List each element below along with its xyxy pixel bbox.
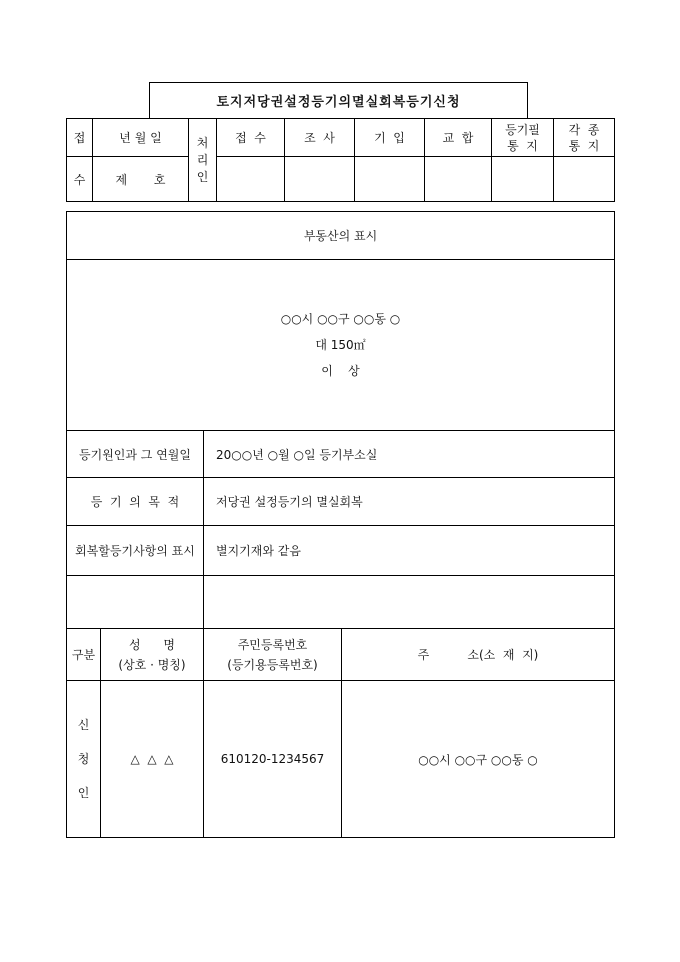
name-header: 성 명 (상호 · 명칭) (101, 629, 204, 681)
cell-various-notice[interactable] (554, 157, 615, 202)
col-collation: 교 합 (425, 119, 492, 157)
purpose-value: 저당권 설정등기의 멸실회복 (204, 478, 615, 526)
receipt-jeop-label: 접 (67, 119, 93, 157)
purpose-label: 등 기 의 목 적 (67, 478, 204, 526)
property-area: 대 150㎡ (315, 338, 366, 352)
property-address: ○○시 ○○구 ○○동 ○ (280, 312, 401, 326)
receipt-number-label: 제 호 (93, 157, 189, 202)
col-various-notice: 각 종 통 지 (554, 119, 615, 157)
receipt-table (66, 118, 615, 202)
address-header: 주 소(소 재 지) (342, 629, 615, 681)
property-header: 부동산의 표시 (67, 212, 615, 260)
cause-date-value: 20○○년 ○월 ○일 등기부소실 (204, 431, 615, 478)
applicant-name: △ △ △ (101, 681, 204, 838)
col-registration-notice: 등기필 통 지 (492, 119, 554, 157)
restore-items-label: 회복할등기사항의 표시 (67, 526, 204, 576)
col-reception: 접 수 (217, 119, 285, 157)
receipt-su-label: 수 (67, 157, 93, 202)
id-header: 주민등록번호 (등기용등록번호) (204, 629, 342, 681)
property-end: 이 상 (321, 364, 360, 378)
cell-investigation[interactable] (285, 157, 355, 202)
applicant-address: ○○시 ○○구 ○○동 ○ (342, 681, 615, 838)
category-header: 구분 (67, 629, 101, 681)
applicant-label: 신 청 인 (67, 681, 101, 838)
cell-entry[interactable] (355, 157, 425, 202)
property-description (67, 260, 615, 431)
blank-value[interactable] (204, 576, 615, 629)
applicant-id-number: 610120-1234567 (204, 681, 342, 838)
col-entry: 기 입 (355, 119, 425, 157)
col-investigation: 조 사 (285, 119, 355, 157)
cause-date-label: 등기원인과 그 연월일 (67, 431, 204, 478)
blank-label (67, 576, 204, 629)
processor-label: 처 리 인 (189, 119, 217, 202)
cell-collation[interactable] (425, 157, 492, 202)
restore-items-value: 별지기재와 같음 (204, 526, 615, 576)
receipt-date-label: 년 월 일 (93, 119, 189, 157)
application-table (66, 211, 615, 838)
cell-registration-notice[interactable] (492, 157, 554, 202)
form-title: 토지저당권설정등기의멸실회복등기신청 (149, 82, 528, 118)
cell-reception[interactable] (217, 157, 285, 202)
